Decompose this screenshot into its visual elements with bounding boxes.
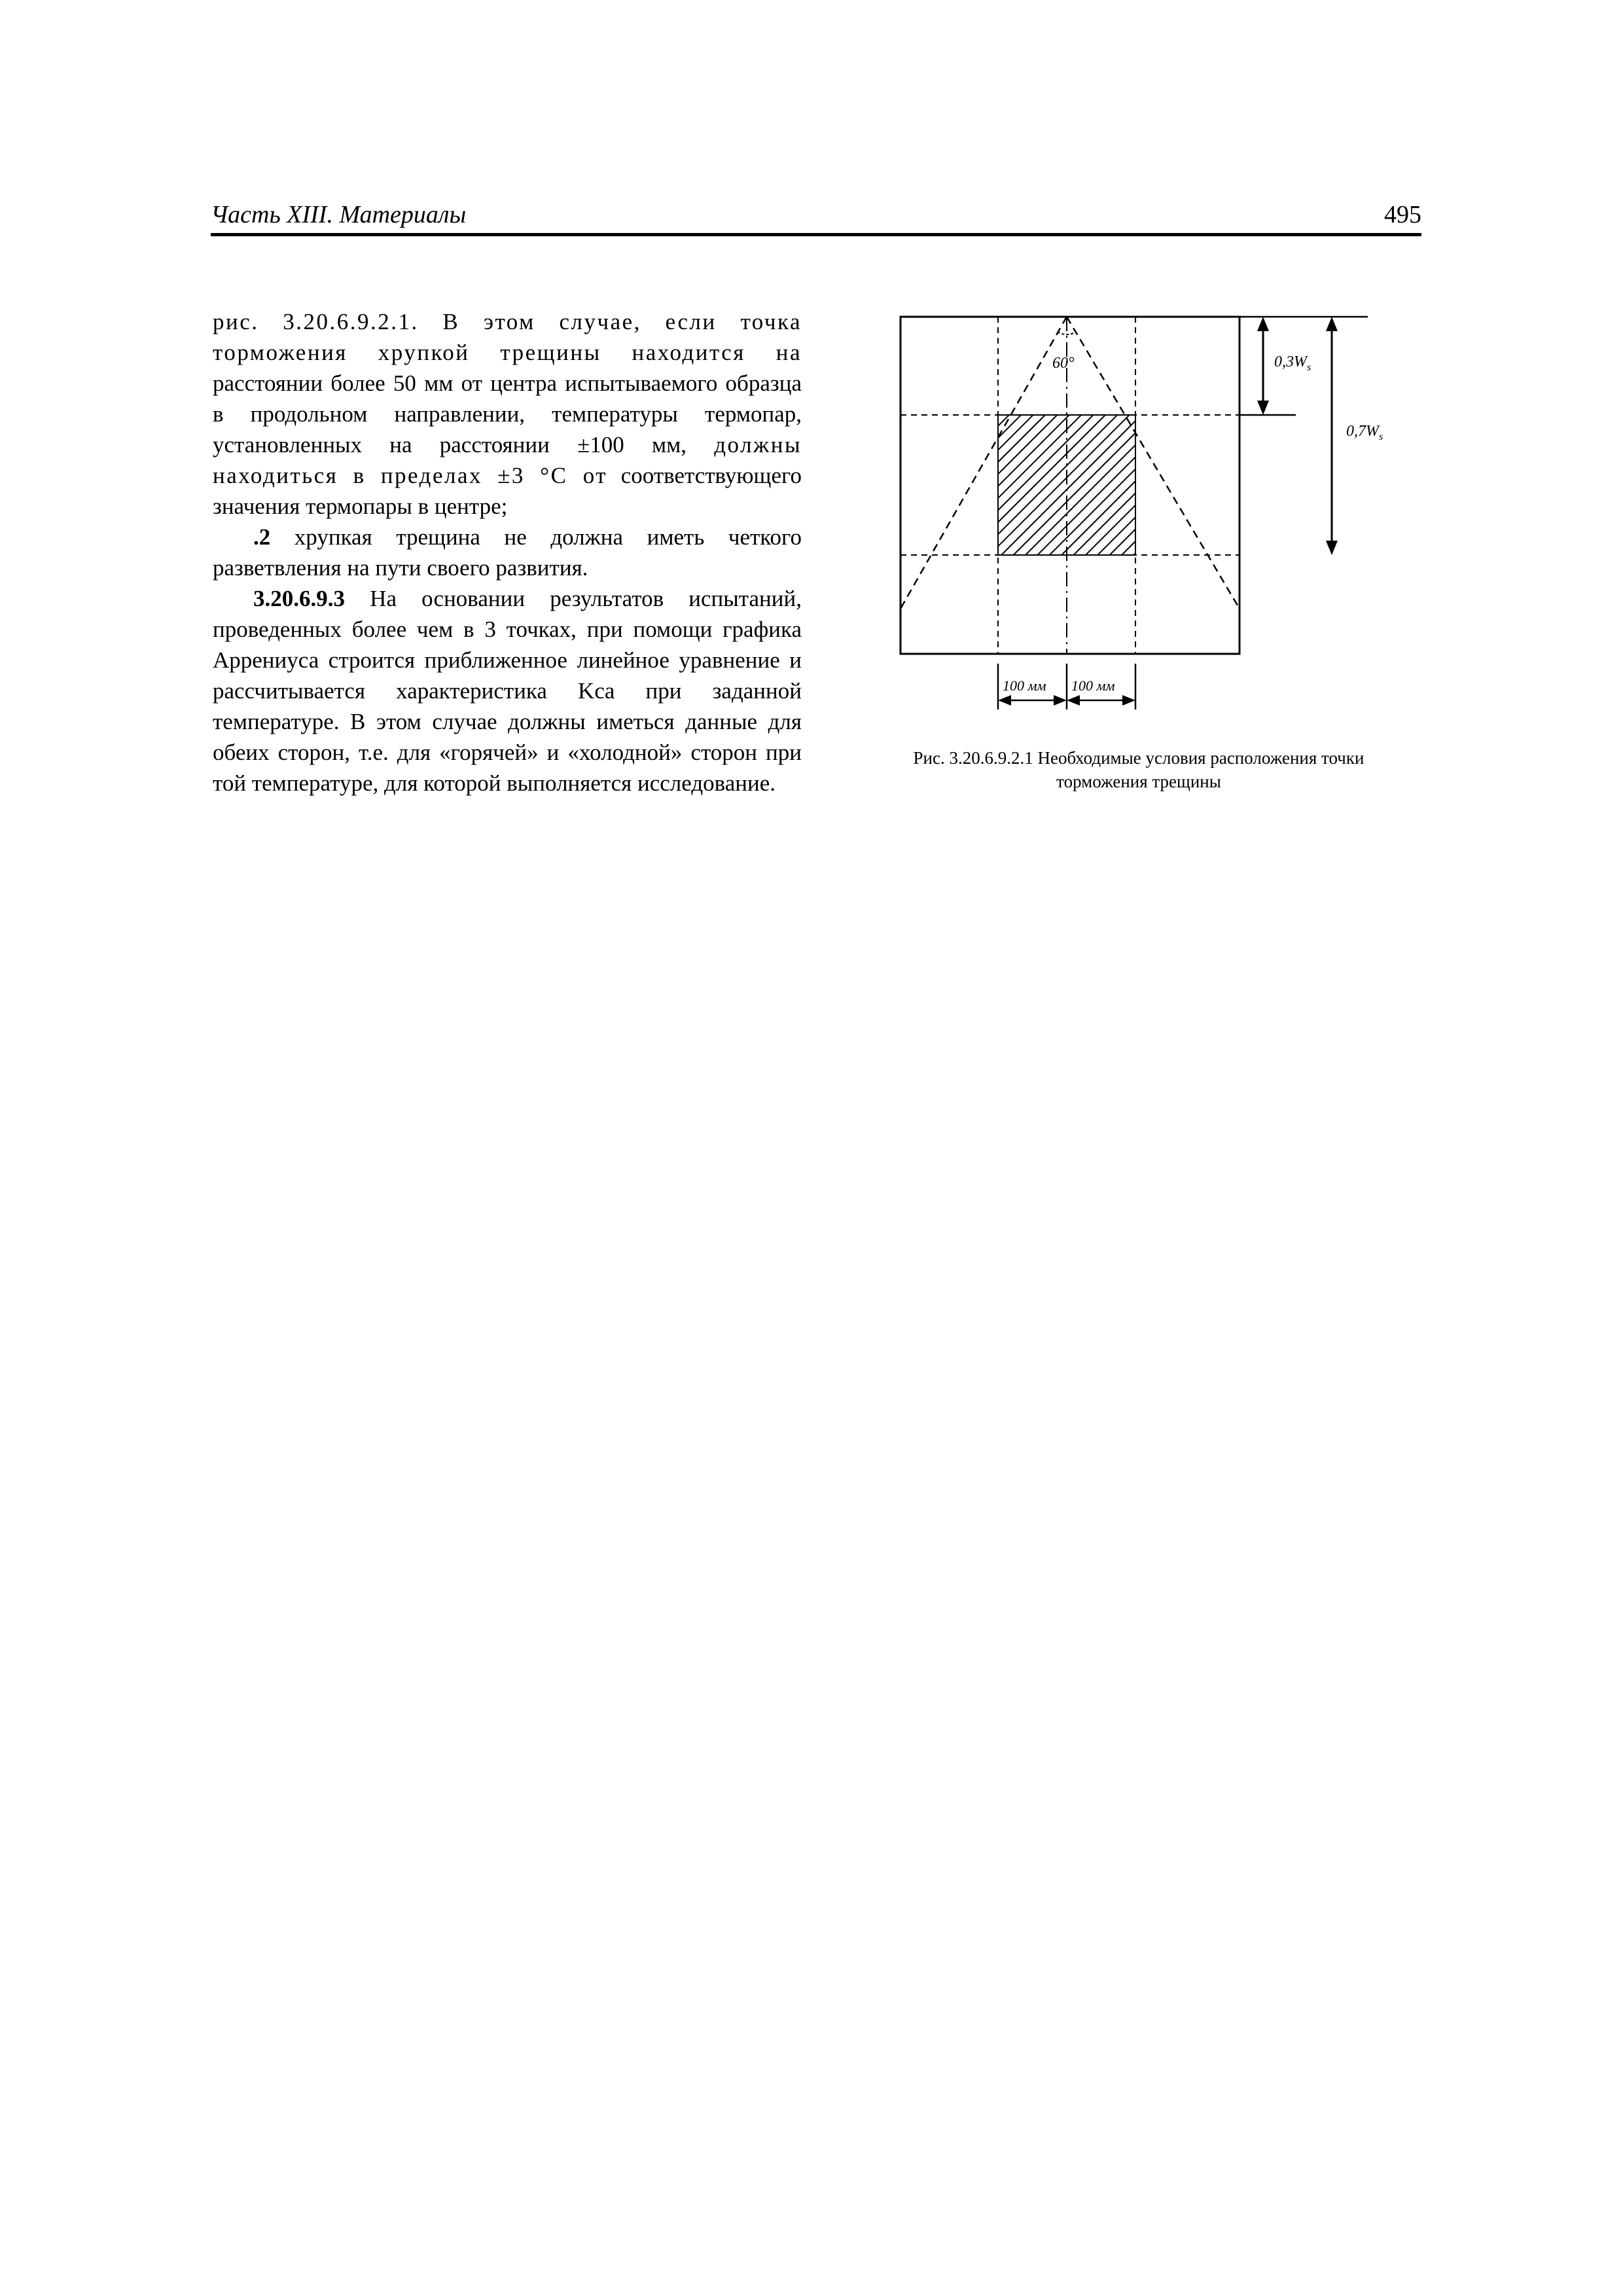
- dim-100mm-right: 100 мм: [1071, 677, 1115, 694]
- dim-100mm-left: 100 мм: [1003, 677, 1046, 694]
- paragraph-2: [213, 522, 802, 583]
- running-title: Часть XIII. Материалы: [211, 201, 467, 228]
- figure-caption: [857, 746, 1420, 793]
- p1-line-2: торможения хрупкой трещины находится на: [213, 340, 802, 365]
- paragraph-1: [213, 306, 802, 522]
- header-rule: [211, 233, 1421, 236]
- section-text: На основании результатов испытаний, проведенных более чем в 3 точках, при помощи графика Аррениуса строится приближенное линейное уравнение и рассчитывается характеристика Kca при заданной температуре. В этом случае должны иметься данные для обеих сторон, т.е. для «горячей» и «холодной» сторон при той температуре, для которой выполняется исследование.: [213, 586, 802, 796]
- item-text: хрупкая трещина не должна иметь четкого разветвления на пути своего развития.: [213, 524, 802, 581]
- item-number: .2: [253, 524, 271, 550]
- crack-arrest-diagram: [851, 308, 1427, 792]
- angle-label: 60°: [1052, 355, 1075, 372]
- paragraph-3: [213, 583, 802, 798]
- caption-line-1: Рис. 3.20.6.9.2.1 Необходимые условия расположения точки: [913, 748, 1364, 768]
- page-header: [211, 196, 1421, 236]
- p1-line-1: рис. 3.20.6.9.2.1. В этом случае, если точка: [213, 309, 802, 334]
- angle-arc: [1058, 332, 1076, 334]
- section-number: 3.20.6.9.3: [253, 586, 345, 611]
- p1-line-6: должны находиться в пределах ±3 °С от: [213, 432, 802, 488]
- p1-end: соответствующего значения термопары в центре;: [213, 463, 802, 519]
- page-number: 495: [1384, 201, 1421, 228]
- p1-rest: расстоянии более 50 мм от центра испытываемого образца в продольном направлении, температуры термопар, установленных на расстоянии ±100 мм,: [213, 370, 802, 457]
- body-text: [213, 306, 802, 798]
- dim-03ws-label: $0,3W_s$: [1274, 353, 1311, 373]
- dim-07ws-label: $0,7W_s$: [1346, 423, 1383, 442]
- caption-line-2: торможения трещины: [1056, 772, 1221, 791]
